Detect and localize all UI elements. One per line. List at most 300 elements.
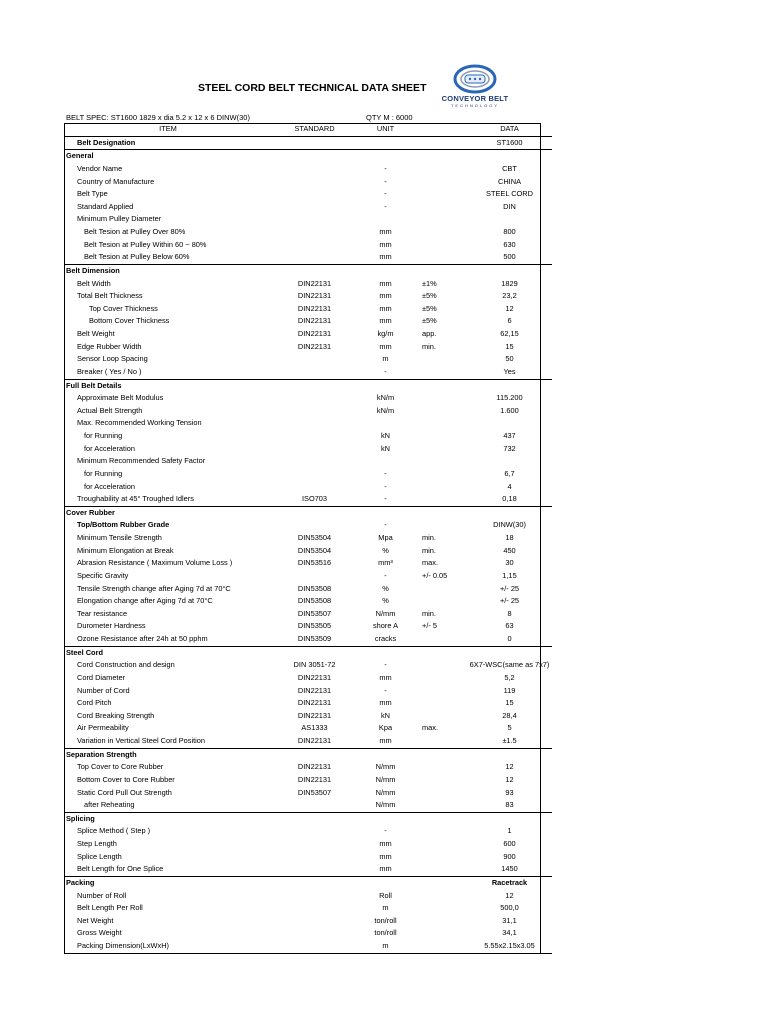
tolerance-cell — [414, 201, 467, 214]
data-cell: 18 — [505, 533, 514, 543]
tolerance-cell — [414, 633, 467, 646]
tolerance-cell — [414, 685, 467, 698]
data-cell: 4 — [507, 481, 512, 491]
item-cell: for Running — [84, 431, 123, 441]
header-tolerance — [414, 123, 467, 136]
unit-cell: mm — [379, 316, 392, 326]
unit-cell: - — [384, 685, 387, 695]
table-row — [64, 620, 552, 633]
table-row — [64, 595, 552, 608]
standard-cell: DIN53507 — [297, 787, 332, 797]
unit-cell: kg/m — [377, 329, 394, 339]
tolerance-cell — [414, 493, 467, 506]
data-cell — [467, 417, 552, 430]
item-cell: Belt Type — [77, 189, 108, 199]
tolerance-cell — [414, 519, 467, 532]
item-cell: Cover Rubber — [64, 506, 272, 519]
unit-cell: N/mm — [375, 800, 396, 810]
tolerance-cell — [414, 176, 467, 189]
tolerance-cell: ±5% — [422, 303, 437, 313]
standard-cell — [272, 176, 357, 189]
tolerance-cell: +/- 5 — [422, 621, 437, 631]
data-cell: 1 — [507, 826, 512, 836]
table-row — [64, 328, 552, 341]
unit-cell: mm³ — [378, 558, 393, 568]
section-header-row — [64, 150, 552, 163]
standard-cell: DIN53504 — [297, 545, 332, 555]
table-row — [64, 278, 552, 291]
table-row — [64, 303, 552, 316]
unit-cell — [357, 812, 414, 825]
item-cell: Belt Dimension — [64, 264, 272, 277]
tolerance-cell — [414, 443, 467, 456]
table-row — [64, 570, 552, 583]
data-cell: 6,7 — [504, 468, 515, 478]
item-cell: Breaker ( Yes / No ) — [77, 366, 142, 376]
unit-cell: mm — [379, 736, 392, 746]
standard-cell: DIN 3051-72 — [293, 660, 336, 670]
data-cell — [467, 264, 552, 277]
standard-cell: DIN22131 — [297, 341, 332, 351]
table-row — [64, 825, 552, 838]
section-header-row — [64, 748, 552, 761]
data-cell: DIN — [503, 201, 516, 211]
item-cell: Ozone Resistance after 24h at 50 pphm — [77, 634, 208, 644]
data-cell: 115.200 — [496, 393, 523, 403]
table-row — [64, 417, 552, 430]
table-row — [64, 557, 552, 570]
standard-cell: DIN22131 — [297, 698, 332, 708]
tolerance-cell — [414, 366, 467, 379]
table-row — [64, 838, 552, 851]
unit-cell: kN/m — [376, 393, 395, 403]
unit-cell: - — [384, 481, 387, 491]
unit-cell: kN — [380, 431, 391, 441]
standard-cell — [272, 443, 357, 456]
tolerance-cell — [414, 455, 467, 468]
item-cell: Standard Applied — [77, 201, 134, 211]
tolerance-cell: min. — [422, 545, 436, 555]
tolerance-cell — [414, 353, 467, 366]
data-cell: 1,15 — [502, 570, 517, 580]
standard-cell: DIN22131 — [297, 736, 332, 746]
standard-cell — [272, 940, 357, 953]
tolerance-cell — [414, 506, 467, 519]
unit-cell: mm — [379, 252, 392, 262]
unit-cell: - — [384, 520, 387, 530]
item-cell: Belt Weight — [77, 329, 115, 339]
data-cell — [467, 812, 552, 825]
tolerance-cell — [414, 851, 467, 864]
item-cell: Air Permeability — [77, 723, 129, 733]
unit-cell: - — [384, 163, 387, 173]
item-cell: Minimum Pulley Diameter — [77, 214, 162, 224]
standard-cell — [272, 570, 357, 583]
table-row — [64, 251, 552, 264]
tolerance-cell: max. — [422, 558, 439, 568]
data-cell: Racetrack — [467, 876, 552, 889]
tolerance-cell — [414, 481, 467, 494]
tolerance-cell — [414, 251, 467, 264]
table-row — [64, 927, 552, 940]
unit-cell: mm — [379, 303, 392, 313]
data-cell: 119 — [503, 685, 516, 695]
item-cell: Minimum Elongation at Break — [77, 545, 174, 555]
item-cell: Tear resistance — [77, 608, 128, 618]
item-cell: Cord Breaking Strength — [77, 710, 155, 720]
standard-cell: DIN53508 — [297, 583, 332, 593]
data-cell: 0,18 — [502, 494, 517, 504]
tolerance-cell — [414, 468, 467, 481]
item-cell: Packing Dimension(LxWxH) — [64, 940, 272, 953]
data-cell: 28,4 — [502, 710, 517, 720]
unit-cell: N/mm — [375, 762, 396, 772]
logo-emblem-icon — [434, 64, 516, 94]
standard-cell — [272, 239, 357, 252]
standard-cell: DIN22131 — [297, 672, 332, 682]
item-cell: after Reheating — [84, 800, 135, 810]
table-row — [64, 163, 552, 176]
item-cell: Packing — [64, 876, 272, 889]
data-cell — [467, 646, 552, 659]
table-row — [64, 787, 552, 800]
unit-cell: mm — [379, 851, 392, 861]
table-row — [64, 735, 552, 748]
section-header-row — [64, 264, 552, 277]
data-cell: 6X7-WSC(same as 7x7) — [469, 660, 550, 670]
item-cell: Troughability at 45° Troughed Idlers — [77, 494, 194, 504]
standard-cell — [272, 251, 357, 264]
tolerance-cell — [414, 876, 467, 889]
unit-cell: - — [384, 660, 387, 670]
item-cell: Belt Tesion at Pulley Within 60 ~ 80% — [84, 239, 207, 249]
item-cell: Abrasion Resistance ( Maximum Volume Loss ) — [77, 558, 233, 568]
data-cell: 5,2 — [504, 672, 515, 682]
item-cell: Belt Tesion at Pulley Over 80% — [84, 227, 186, 237]
item-cell: Static Cord Pull Out Strength — [77, 787, 172, 797]
item-cell: Tensile Strength change after Aging 7d at 70°C — [77, 583, 231, 593]
data-cell: 500,0 — [500, 903, 519, 913]
tolerance-cell — [414, 940, 467, 953]
item-cell: Step Length — [77, 839, 117, 849]
table-row — [64, 545, 552, 558]
standard-cell — [272, 430, 357, 443]
unit-cell: % — [382, 596, 389, 606]
tolerance-cell — [414, 672, 467, 685]
tolerance-cell — [414, 379, 467, 392]
data-cell: 0 — [507, 634, 512, 644]
item-cell: Durometer Hardness — [77, 621, 146, 631]
tolerance-cell — [414, 213, 467, 226]
data-cell: 437 — [503, 431, 516, 441]
item-cell: Vendor Name — [77, 163, 123, 173]
standard-cell — [272, 353, 357, 366]
standard-cell: DIN22131 — [297, 685, 332, 695]
data-cell: 500 — [503, 252, 516, 262]
data-cell: 800 — [503, 227, 516, 237]
standard-cell — [272, 646, 357, 659]
table-row — [64, 685, 552, 698]
item-cell: Belt Designation — [77, 137, 136, 147]
tolerance-cell: min. — [422, 341, 436, 351]
table-row — [64, 722, 552, 735]
table-row — [64, 761, 552, 774]
tolerance-cell — [414, 787, 467, 800]
unit-cell — [357, 379, 414, 392]
item-cell: Belt Width — [77, 278, 111, 288]
data-cell: 630 — [503, 239, 516, 249]
standard-cell — [272, 902, 357, 915]
data-cell: Yes — [503, 366, 516, 376]
item-cell: Belt Length for One Splice — [77, 864, 164, 874]
unit-cell: - — [384, 176, 387, 186]
tolerance-cell — [414, 748, 467, 761]
tolerance-cell — [414, 838, 467, 851]
unit-cell: mm — [379, 672, 392, 682]
data-cell: 8 — [507, 608, 512, 618]
tolerance-cell — [414, 163, 467, 176]
standard-cell — [272, 468, 357, 481]
data-cell: +/- 25 — [499, 583, 520, 593]
item-cell: Max. Recommended Working Tension — [77, 418, 202, 428]
item-cell: Elongation change after Aging 7d at 70°C — [77, 596, 213, 606]
standard-cell: DIN22131 — [297, 303, 332, 313]
unit-cell — [357, 748, 414, 761]
data-cell: 15 — [505, 698, 514, 708]
data-cell — [467, 455, 552, 468]
unit-cell: - — [384, 570, 387, 580]
data-cell: DINW(30) — [493, 520, 526, 530]
tolerance-cell — [414, 595, 467, 608]
standard-cell — [272, 799, 357, 812]
standard-cell: DIN53504 — [297, 533, 332, 543]
data-cell: STEEL CORD — [486, 189, 533, 199]
standard-cell — [272, 163, 357, 176]
item-cell: Splicing — [64, 812, 272, 825]
table-row — [64, 519, 552, 532]
item-cell: Total Belt Thickness — [77, 291, 143, 301]
item-cell: Cord Construction and design — [77, 660, 175, 670]
standard-cell: AS1333 — [301, 723, 328, 733]
item-cell: for Acceleration — [84, 481, 135, 491]
item-cell: Variation in Vertical Steel Cord Position — [77, 736, 206, 746]
data-sheet-table — [64, 123, 552, 954]
unit-cell: m — [357, 940, 414, 953]
item-cell: Steel Cord — [64, 646, 272, 659]
data-cell: 23,2 — [502, 291, 517, 301]
item-cell: Cord Diameter — [77, 672, 126, 682]
unit-cell — [357, 264, 414, 277]
tolerance-cell — [414, 150, 467, 163]
tolerance-cell: min. — [422, 608, 436, 618]
data-cell — [467, 506, 552, 519]
tolerance-cell — [414, 226, 467, 239]
standard-cell: DIN22131 — [297, 710, 332, 720]
unit-cell: ton/roll — [374, 928, 397, 938]
tolerance-cell: ±5% — [422, 291, 437, 301]
table-row — [64, 481, 552, 494]
item-cell: Belt Tesion at Pulley Below 60% — [84, 252, 190, 262]
unit-cell: kN/m — [376, 405, 395, 415]
standard-cell — [272, 188, 357, 201]
tolerance-cell — [414, 927, 467, 940]
standard-cell — [272, 506, 357, 519]
table-row — [64, 672, 552, 685]
data-cell — [467, 379, 552, 392]
unit-cell: cracks — [374, 634, 397, 644]
data-cell: 6 — [507, 316, 512, 326]
table-row — [64, 136, 552, 150]
unit-cell: ton/roll — [374, 915, 397, 925]
item-cell: for Acceleration — [84, 443, 135, 453]
belt-spec: BELT SPEC: ST1600 1829 x dia 5.2 x 12 x 6 DINW(30) — [66, 113, 250, 122]
unit-cell: mm — [379, 291, 392, 301]
standard-cell — [272, 226, 357, 239]
table-row — [64, 890, 552, 903]
unit-cell: Kpa — [378, 723, 393, 733]
unit-cell: - — [384, 189, 387, 199]
header-unit: UNIT — [357, 123, 414, 136]
tolerance-cell — [414, 659, 467, 672]
item-cell: Approximate Belt Modulus — [77, 393, 164, 403]
standard-cell — [272, 405, 357, 418]
unit-cell: - — [384, 468, 387, 478]
data-cell: 450 — [503, 545, 516, 555]
table-row — [64, 353, 552, 366]
tolerance-cell — [414, 812, 467, 825]
table-row — [64, 290, 552, 303]
section-header-row — [64, 506, 552, 519]
unit-cell: - — [384, 201, 387, 211]
unit-cell — [357, 506, 414, 519]
standard-cell — [272, 136, 357, 150]
item-cell: Minimum Tensile Strength — [77, 533, 162, 543]
standard-cell — [272, 812, 357, 825]
item-cell: Minimum Recommended Safety Factor — [77, 456, 206, 466]
item-cell: Net Weight — [77, 915, 114, 925]
table-row — [64, 392, 552, 405]
table-row — [64, 633, 552, 646]
document-title: STEEL CORD BELT TECHNICAL DATA SHEET — [198, 82, 427, 94]
unit-cell: Roll — [379, 890, 392, 900]
item-cell: Gross Weight — [77, 928, 122, 938]
table-row — [64, 430, 552, 443]
standard-cell — [272, 825, 357, 838]
unit-cell: N/mm — [375, 774, 396, 784]
table-row — [64, 532, 552, 545]
data-cell: 50 — [505, 354, 514, 364]
data-cell: 5.55x2.15x3.05 — [467, 940, 552, 953]
tolerance-cell — [414, 392, 467, 405]
standard-cell — [272, 392, 357, 405]
standard-cell — [272, 915, 357, 928]
tolerance-cell — [414, 646, 467, 659]
standard-cell — [272, 748, 357, 761]
tolerance-cell — [414, 430, 467, 443]
standard-cell — [272, 876, 357, 889]
standard-cell: DIN22131 — [297, 762, 332, 772]
tolerance-cell — [414, 825, 467, 838]
tolerance-cell — [414, 902, 467, 915]
table-row — [64, 239, 552, 252]
data-cell: 1829 — [501, 278, 518, 288]
standard-cell: DIN53508 — [297, 596, 332, 606]
unit-cell: kN — [380, 443, 391, 453]
data-cell: CBT — [502, 163, 517, 173]
standard-cell — [272, 863, 357, 876]
standard-cell: DIN53507 — [297, 608, 332, 618]
tolerance-cell — [414, 583, 467, 596]
data-cell: 12 — [505, 774, 514, 784]
header-item: ITEM — [64, 123, 272, 136]
standard-cell: DIN22131 — [297, 329, 332, 339]
tolerance-cell — [414, 188, 467, 201]
tolerance-cell — [414, 136, 467, 150]
table-row — [64, 366, 552, 379]
logo-subtitle: TECHNOLOGY — [450, 103, 499, 108]
item-cell: Specific Gravity — [77, 570, 129, 580]
unit-cell: - — [384, 494, 387, 504]
tolerance-cell — [414, 264, 467, 277]
data-cell: 732 — [503, 443, 516, 453]
standard-cell: ISO703 — [301, 494, 328, 504]
standard-cell — [272, 455, 357, 468]
standard-cell — [272, 201, 357, 214]
item-cell: Top Cover Thickness — [89, 303, 158, 313]
tolerance-cell — [414, 710, 467, 723]
unit-cell: Mpa — [378, 533, 393, 543]
section-header-row — [64, 646, 552, 659]
table-row — [64, 710, 552, 723]
data-cell: 15 — [505, 341, 514, 351]
item-cell: Top Cover to Core Rubber — [77, 762, 164, 772]
item-cell: Bottom Cover Thickness — [89, 316, 170, 326]
tolerance-cell — [414, 863, 467, 876]
data-cell: ST1600 — [496, 137, 523, 147]
data-cell — [467, 213, 552, 226]
tolerance-cell — [414, 915, 467, 928]
item-cell: Separation Strength — [64, 748, 272, 761]
table-row — [64, 940, 552, 953]
table-row — [64, 213, 552, 226]
unit-cell: shore A — [372, 621, 399, 631]
header-data: DATA — [467, 123, 552, 136]
unit-cell: - — [384, 366, 387, 376]
table-row — [64, 176, 552, 189]
item-cell: Splice Method ( Step ) — [77, 826, 151, 836]
section-header-row — [64, 876, 552, 889]
data-cell: 5 — [507, 723, 512, 733]
tolerance-cell — [414, 405, 467, 418]
item-cell: for Running — [84, 468, 123, 478]
tolerance-cell — [414, 697, 467, 710]
standard-cell — [272, 366, 357, 379]
unit-cell: - — [384, 826, 387, 836]
unit-cell: % — [382, 583, 389, 593]
table-row — [64, 226, 552, 239]
header-standard: STANDARD — [272, 123, 357, 136]
data-cell: +/- 25 — [499, 596, 520, 606]
unit-cell: mm — [379, 227, 392, 237]
data-cell: 30 — [505, 558, 514, 568]
table-row — [64, 915, 552, 928]
item-cell: Edge Rubber Width — [77, 341, 142, 351]
data-cell: 93 — [505, 787, 514, 797]
standard-cell — [272, 519, 357, 532]
unit-cell — [357, 876, 414, 889]
quantity: QTY M : 6000 — [366, 113, 413, 122]
item-cell: General — [64, 150, 272, 163]
